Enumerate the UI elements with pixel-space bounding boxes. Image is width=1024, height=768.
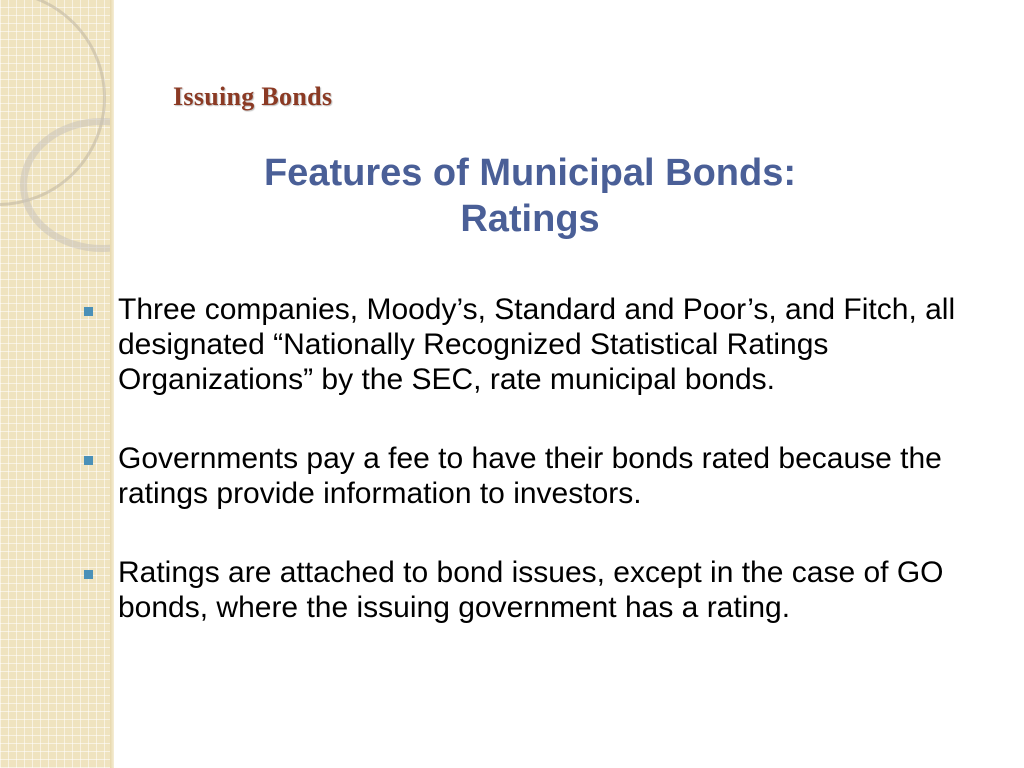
- bullet-item: [78, 292, 978, 397]
- square-bullet-icon: [84, 570, 93, 579]
- decorative-ring: [20, 118, 112, 252]
- square-bullet-icon: [84, 307, 93, 316]
- slide-heading: [170, 150, 890, 242]
- decorative-ring: [0, 0, 106, 206]
- bullet-text: Ratings are attached to bond issues, except in the case of GO bonds, where the issuing government has a rating.: [118, 556, 944, 624]
- section-title: Issuing Bonds: [173, 82, 333, 111]
- slide-heading-line: Ratings: [460, 198, 600, 240]
- bullet-list: [78, 292, 978, 669]
- square-bullet-icon: [84, 456, 93, 465]
- bullet-item: [78, 555, 978, 625]
- bullet-item: [78, 441, 978, 511]
- bullet-text: Three companies, Moody’s, Standard and Poor’s, and Fitch, all designated “Nationally Recognized Statistical Ratings Organizations” by the SEC, rate municipal bonds.: [118, 293, 956, 396]
- bullet-text: Governments pay a fee to have their bonds rated because the ratings provide information to investors.: [118, 442, 942, 510]
- slide-heading-line: Features of Municipal Bonds:: [263, 152, 797, 194]
